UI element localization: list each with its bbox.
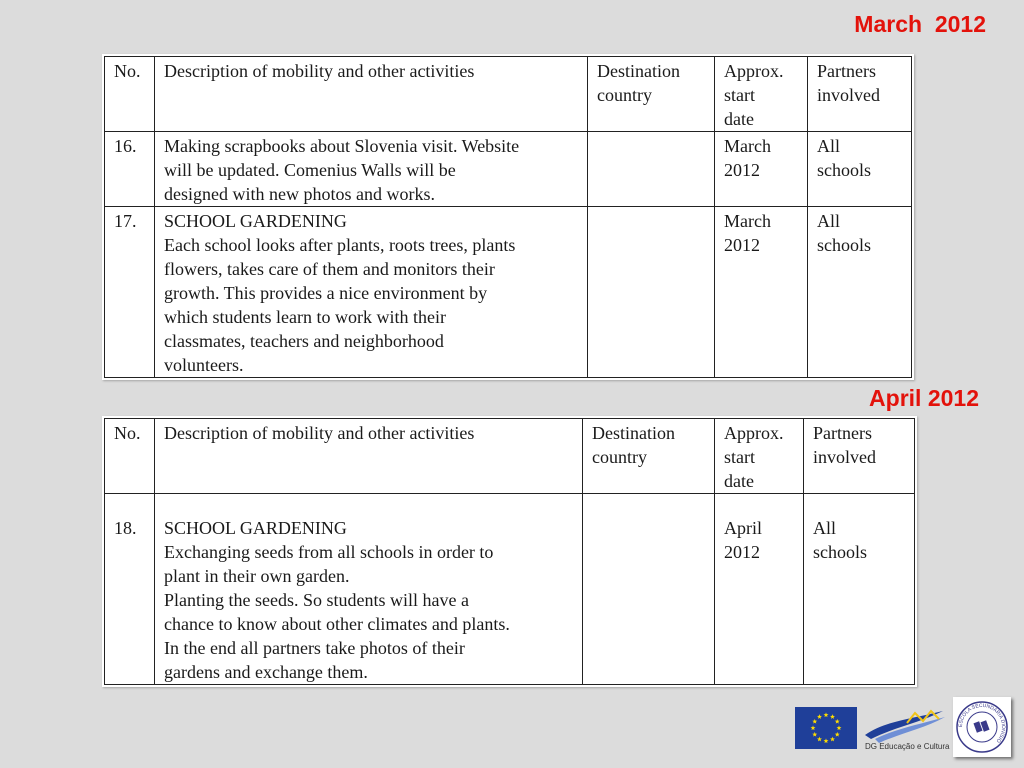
march-activities-table-container: [102, 54, 914, 380]
description-line: SCHOOL GARDENING: [164, 518, 347, 538]
row-start-date: [715, 207, 808, 378]
row-start-date: [715, 494, 804, 685]
date-line: 2012: [724, 542, 760, 562]
row-partners: [808, 132, 912, 207]
header-line: date: [724, 471, 754, 491]
header-line: involved: [817, 85, 880, 105]
date-line: 2012: [724, 160, 760, 180]
date-line: March: [724, 136, 771, 156]
eu-flag-icon: [795, 707, 857, 749]
april-2012-heading: April 2012: [869, 385, 979, 411]
header-line: Destination: [597, 61, 680, 81]
description-line: flowers, takes care of them and monitors their: [164, 259, 495, 279]
description-line: Planting the seeds. So students will have a: [164, 590, 469, 610]
description-line: SCHOOL GARDENING: [164, 211, 347, 231]
table-header-row: [105, 57, 912, 132]
column-header-description: Description of mobility and other activities: [155, 419, 583, 494]
header-line: start: [724, 85, 755, 105]
footer-logos: [795, 697, 1020, 765]
row-destination: [583, 494, 715, 685]
description-line: plant in their own garden.: [164, 566, 350, 586]
column-header-description: Description of mobility and other activities: [155, 57, 588, 132]
llp-caption: DG Educação e Cultura: [865, 742, 950, 751]
header-line: Partners: [817, 61, 876, 81]
description-line: Each school looks after plants, roots trees, plants: [164, 235, 516, 255]
description-line: which students learn to work with their: [164, 307, 446, 327]
description-line: volunteers.: [164, 355, 244, 375]
table-row: [105, 207, 912, 378]
partners-line: schools: [817, 160, 871, 180]
column-header-start-date: [715, 419, 804, 494]
column-header-start-date: [715, 57, 808, 132]
date-line: 2012: [724, 235, 760, 255]
row-partners: [808, 207, 912, 378]
row-description: [155, 494, 583, 685]
description-line: classmates, teachers and neighborhood: [164, 331, 444, 351]
table-row: [105, 132, 912, 207]
march-activities-table: [104, 56, 912, 378]
partners-line: All: [817, 136, 841, 156]
table-row: [105, 494, 915, 685]
description-line: will be updated. Comenius Walls will be: [164, 160, 456, 180]
row-description: [155, 207, 588, 378]
row-partners: [804, 494, 915, 685]
row-number: 18.: [105, 494, 155, 685]
description-line: Exchanging seeds from all schools in order to: [164, 542, 494, 562]
row-start-date: [715, 132, 808, 207]
date-line: April: [724, 518, 762, 538]
row-destination: [588, 207, 715, 378]
description-line: designed with new photos and works.: [164, 184, 435, 204]
header-line: date: [724, 109, 754, 129]
partners-line: All: [817, 211, 841, 231]
description-line: gardens and exchange them.: [164, 662, 368, 682]
april-activities-table: [104, 418, 915, 685]
column-header-partners: [804, 419, 915, 494]
column-header-destination: [588, 57, 715, 132]
header-line: Approx.: [724, 61, 784, 81]
partners-line: schools: [817, 235, 871, 255]
school-seal-container: [953, 697, 1011, 757]
header-line: country: [592, 447, 647, 467]
march-2012-heading: March 2012: [854, 11, 986, 37]
description-line: growth. This provides a nice environment by: [164, 283, 488, 303]
description-line: chance to know about other climates and plants.: [164, 614, 510, 634]
header-line: Approx.: [724, 423, 784, 443]
header-line: Partners: [813, 423, 872, 443]
header-line: country: [597, 85, 652, 105]
header-line: Destination: [592, 423, 675, 443]
april-activities-table-container: [102, 416, 917, 687]
description-line: Making scrapbooks about Slovenia visit. Website: [164, 136, 520, 156]
date-line: March: [724, 211, 771, 231]
partners-line: schools: [813, 542, 867, 562]
column-header-no: No.: [105, 57, 155, 132]
row-description: [155, 132, 588, 207]
column-header-partners: [808, 57, 912, 132]
description-line: In the end all partners take photos of their: [164, 638, 465, 658]
row-number: 17.: [105, 207, 155, 378]
header-line: involved: [813, 447, 876, 467]
column-header-destination: [583, 419, 715, 494]
school-seal-logo: [953, 697, 1011, 757]
seal-text: ESCOLA SECUNDÁRIA DIONÍSIO: [957, 702, 1007, 744]
column-header-no: No.: [105, 419, 155, 494]
partners-line: All: [813, 518, 837, 538]
table-header-row: [105, 419, 915, 494]
header-line: start: [724, 447, 755, 467]
row-destination: [588, 132, 715, 207]
row-number: 16.: [105, 132, 155, 207]
